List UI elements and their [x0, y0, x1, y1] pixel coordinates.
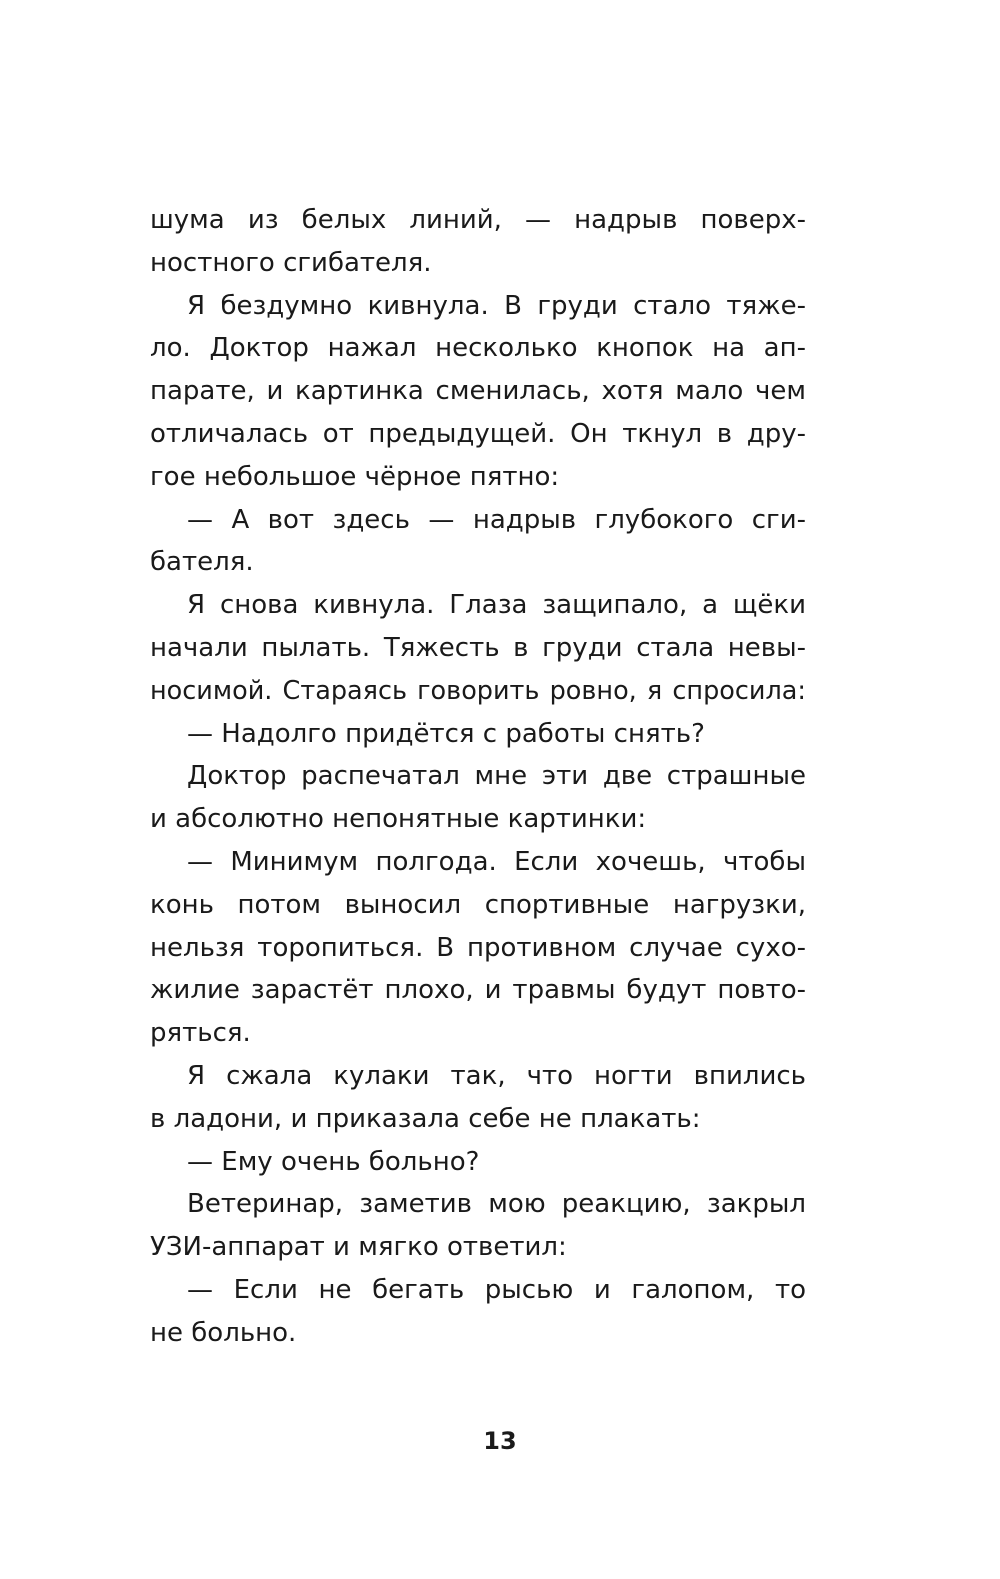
text-line: ло. Доктор нажал несколько кнопок на ап- [150, 333, 806, 364]
text-line: ряться. [150, 1018, 251, 1049]
text-line: — Надолго придётся с работы снять? [187, 718, 705, 749]
text-line: конь потом выносил спортивные нагрузки, [150, 889, 806, 920]
text-line: начали пылать. Тяжесть в груди стала невы- [150, 632, 806, 663]
text-line: ностного сгибателя. [150, 247, 432, 278]
text-line: Я снова кивнула. Глаза защипало, а щёки [187, 590, 806, 621]
text-line: в ладони, и приказала себе не плакать: [150, 1103, 701, 1134]
text-line: гое небольшое чёрное пятно: [150, 461, 560, 492]
text-line: жилие зарастёт плохо, и травмы будут повто- [150, 975, 806, 1006]
page-number: 13 [483, 1427, 517, 1455]
text-line: Я сжала кулаки так, что ногти впились [187, 1060, 806, 1091]
text-line: Доктор распечатал мне эти две страшные [187, 761, 806, 792]
body-text [150, 199, 806, 1355]
text-line: — А вот здесь — надрыв глубокого сги- [187, 504, 806, 535]
text-line: УЗИ-аппарат и мягко ответил: [150, 1232, 567, 1263]
text-line: парате, и картинка сменилась, хотя мало чем [150, 376, 806, 407]
text-line: не больно. [150, 1317, 297, 1348]
text-line: — Если не бегать рысью и галопом, то [187, 1274, 806, 1305]
text-line: Ветеринар, заметив мою реакцию, закрыл [187, 1189, 806, 1220]
text-line: бателя. [150, 547, 254, 578]
text-line: нельзя торопиться. В противном случае сухо- [150, 932, 806, 963]
text-line: — Ему очень больно? [187, 1146, 480, 1177]
text-line: — Минимум полгода. Если хочешь, чтобы [187, 846, 806, 877]
text-line: и абсолютно непонятные картинки: [150, 804, 647, 835]
text-line: Я бездумно кивнула. В груди стало тяже- [187, 290, 806, 321]
text-line: отличалась от предыдущей. Он ткнул в дру- [150, 418, 806, 449]
text-line: шума из белых линий, — надрыв поверх- [150, 205, 806, 235]
text-line: носимой. Стараясь говорить ровно, я спросила: [150, 675, 806, 706]
